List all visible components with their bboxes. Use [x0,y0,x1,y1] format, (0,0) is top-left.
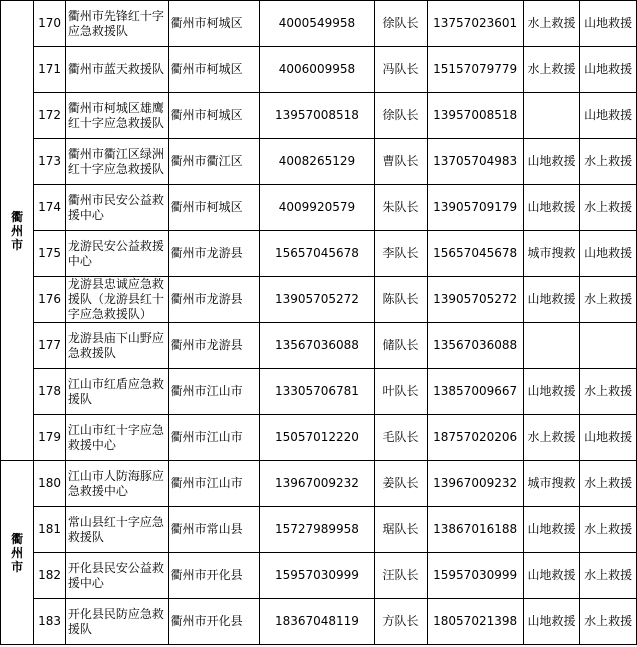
row-number: 180 [34,461,66,507]
team-area: 衢州市江山市 [168,415,260,461]
rescue-type-1: 水上救援 [523,47,580,93]
row-number: 173 [34,139,66,185]
rescue-type-1: 山地救援 [523,139,580,185]
leader-mobile: 13957008518 [427,93,523,139]
rescue-type-2 [580,323,637,369]
team-phone: 4009920579 [260,185,374,231]
row-number: 174 [34,185,66,231]
row-number: 179 [34,415,66,461]
team-leader: 徐队长 [374,1,427,47]
team-area: 衢州市柯城区 [168,1,260,47]
team-leader: 李队长 [374,231,427,277]
leader-mobile: 13567036088 [427,323,523,369]
team-name: 衢州市先锋红十字应急救援队 [65,1,168,47]
team-name: 开化县民防应急救援队 [65,599,168,645]
table-row [1,415,637,461]
team-leader: 毛队长 [374,415,427,461]
rescue-type-1: 水上救援 [523,415,580,461]
team-phone: 13305706781 [260,369,374,415]
team-phone: 15727989958 [260,507,374,553]
team-area: 衢州市柯城区 [168,93,260,139]
team-area: 衢州市常山县 [168,507,260,553]
team-name: 常山县红十字应急救援队 [65,507,168,553]
team-phone: 13905705272 [260,277,374,323]
rescue-type-1: 城市搜救 [523,231,580,277]
table-row [1,323,637,369]
row-number: 176 [34,277,66,323]
team-name: 衢州市民安公益救援中心 [65,185,168,231]
team-phone: 4006009958 [260,47,374,93]
table-row [1,185,637,231]
team-phone: 4008265129 [260,139,374,185]
rescue-type-1: 山地救援 [523,599,580,645]
team-area: 衢州市龙游县 [168,277,260,323]
table-row [1,47,637,93]
team-name: 衢州市蓝天救援队 [65,47,168,93]
team-leader: 储队长 [374,323,427,369]
team-area: 衢州市开化县 [168,553,260,599]
team-phone: 13967009232 [260,461,374,507]
team-name: 江山市人防海豚应急救援中心 [65,461,168,507]
leader-mobile: 13905705272 [427,277,523,323]
team-name: 龙游民安公益救援中心 [65,231,168,277]
team-name: 开化县民安公益救援中心 [65,553,168,599]
rescue-type-1: 山地救援 [523,277,580,323]
row-number: 181 [34,507,66,553]
table-row [1,461,637,507]
team-area: 衢州市龙游县 [168,323,260,369]
rescue-type-2: 水上救援 [580,553,637,599]
city-label: 衢州市 [11,531,24,574]
table-row [1,231,637,277]
rescue-type-2: 水上救援 [580,369,637,415]
table-row [1,139,637,185]
leader-mobile: 15957030999 [427,553,523,599]
table-row [1,1,637,47]
rescue-type-2: 水上救援 [580,139,637,185]
table-row [1,553,637,599]
rescue-type-1: 山地救援 [523,185,580,231]
team-phone: 15957030999 [260,553,374,599]
rescue-type-2: 山地救援 [580,231,637,277]
table-body [1,1,637,645]
table-row [1,599,637,645]
rescue-type-2: 水上救援 [580,507,637,553]
leader-mobile: 13867016188 [427,507,523,553]
team-name: 江山市红十字应急救援中心 [65,415,168,461]
team-leader: 徐队长 [374,93,427,139]
team-leader: 冯队长 [374,47,427,93]
city-label: 衢州市 [11,209,24,252]
city-cell [1,461,34,645]
rescue-type-2: 水上救援 [580,461,637,507]
rescue-type-2: 水上救援 [580,599,637,645]
team-phone: 15657045678 [260,231,374,277]
team-name: 衢州市柯城区雄鹰红十字应急救援队 [65,93,168,139]
row-number: 171 [34,47,66,93]
rescue-type-1: 山地救援 [523,369,580,415]
team-area: 衢州市柯城区 [168,47,260,93]
rescue-type-1: 城市搜救 [523,461,580,507]
team-name: 龙游县庙下山野应急救援队 [65,323,168,369]
rescue-type-2: 山地救援 [580,93,637,139]
team-leader: 方队长 [374,599,427,645]
leader-mobile: 13705704983 [427,139,523,185]
leader-mobile: 15657045678 [427,231,523,277]
leader-mobile: 13967009232 [427,461,523,507]
team-phone: 15057012220 [260,415,374,461]
leader-mobile: 18757020206 [427,415,523,461]
team-phone: 18367048119 [260,599,374,645]
team-area: 衢州市江山市 [168,369,260,415]
team-name: 龙游县忠诚应急救援队（龙游县红十字应急救援队） [65,277,168,323]
rescue-type-1: 山地救援 [523,553,580,599]
team-phone: 13567036088 [260,323,374,369]
rescue-type-2: 水上救援 [580,185,637,231]
city-cell [1,1,34,461]
team-name: 江山市红盾应急救援队 [65,369,168,415]
row-number: 172 [34,93,66,139]
team-area: 衢州市江山市 [168,461,260,507]
team-phone: 13957008518 [260,93,374,139]
team-leader: 曹队长 [374,139,427,185]
rescue-type-2: 山地救援 [580,415,637,461]
row-number: 178 [34,369,66,415]
team-phone: 4000549958 [260,1,374,47]
team-area: 衢州市柯城区 [168,185,260,231]
table-row [1,507,637,553]
leader-mobile: 15157079779 [427,47,523,93]
rescue-type-2: 山地救援 [580,47,637,93]
rescue-type-1: 水上救援 [523,1,580,47]
leader-mobile: 13757023601 [427,1,523,47]
team-leader: 汪队长 [374,553,427,599]
team-name: 衢州市衢江区绿洲红十字应急救援队 [65,139,168,185]
team-area: 衢州市龙游县 [168,231,260,277]
rescue-type-1: 山地救援 [523,507,580,553]
row-number: 177 [34,323,66,369]
row-number: 175 [34,231,66,277]
team-area: 衢州市开化县 [168,599,260,645]
table-row [1,277,637,323]
rescue-type-2: 水上救援 [580,277,637,323]
table-row [1,369,637,415]
team-leader: 姜队长 [374,461,427,507]
rescue-type-1 [523,93,580,139]
team-leader: 朱队长 [374,185,427,231]
team-area: 衢州市衢江区 [168,139,260,185]
table-row [1,93,637,139]
row-number: 182 [34,553,66,599]
team-leader: 叶队长 [374,369,427,415]
row-number: 170 [34,1,66,47]
rescue-type-2: 山地救援 [580,1,637,47]
team-leader: 陈队长 [374,277,427,323]
leader-mobile: 13905709179 [427,185,523,231]
row-number: 183 [34,599,66,645]
leader-mobile: 18057021398 [427,599,523,645]
leader-mobile: 13857009667 [427,369,523,415]
rescue-type-1 [523,323,580,369]
team-leader: 琚队长 [374,507,427,553]
